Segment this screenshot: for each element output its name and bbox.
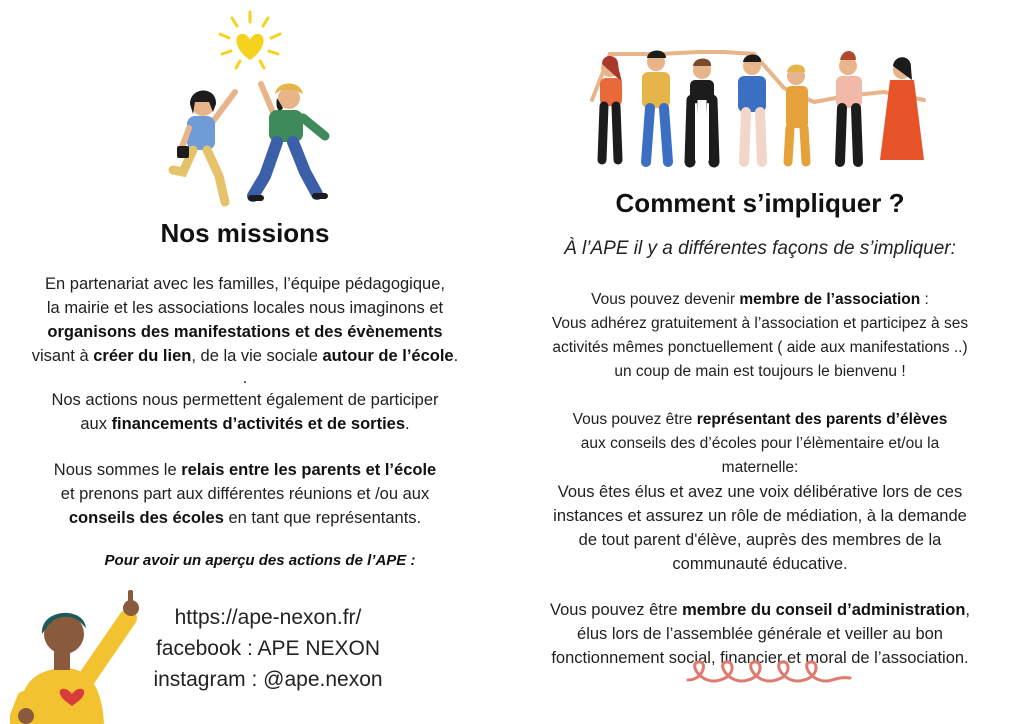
- text-line: Vous adhérez gratuitement à l’association et participez à ses: [551, 315, 969, 332]
- text-line: Nos actions nous permettent également de participer: [51, 391, 439, 409]
- missions-title: Nos missions: [160, 218, 330, 248]
- text-line: en tant que représentants.: [223, 509, 422, 527]
- text-line: .: [453, 347, 459, 365]
- text-line: En partenariat avec les familles, l’équipe pédagogique,: [45, 275, 445, 293]
- squiggle-decoration: [684, 656, 854, 690]
- contact-block: [128, 602, 408, 695]
- instagram-link[interactable]: instagram : @ape.nexon: [153, 668, 383, 691]
- missions-p2: [10, 388, 480, 436]
- missions-dot: .: [242, 369, 248, 387]
- missions-text: [10, 272, 480, 530]
- text-line: aux: [80, 415, 112, 433]
- text-line: visant à: [31, 347, 94, 365]
- text-bold: créer du lien: [93, 347, 192, 365]
- text-line: et prenons part aux différentes réunions et /ou aux: [60, 485, 430, 503]
- text-line: .: [405, 415, 410, 433]
- representative-details: [520, 480, 1000, 576]
- text-line: , de la vie sociale: [191, 347, 323, 365]
- text-line: ,: [965, 601, 970, 619]
- member-block: [520, 288, 1000, 384]
- people-group-illustration: [584, 40, 940, 170]
- text-line: un coup de main est toujours le bienvenu !: [614, 363, 906, 380]
- actions-callout: Pour avoir un aperçu des actions de l’APE :: [104, 552, 416, 569]
- text-bold: membre du conseil d’administration: [682, 601, 966, 619]
- text-line: fonctionnement social, financier et moral de l’association.: [551, 649, 969, 667]
- text-line: Vous pouvez être: [572, 411, 697, 428]
- facebook-link[interactable]: facebook : APE NEXON: [155, 637, 381, 660]
- text-line: Vous pouvez être: [550, 601, 683, 619]
- text-line: de tout parent d'élève, auprès des membres de la: [578, 531, 942, 549]
- text-bold: relais entre les parents et l’école: [181, 461, 437, 479]
- text-line: maternelle:: [721, 459, 799, 476]
- website-link[interactable]: https://ape-nexon.fr/: [174, 606, 362, 629]
- missions-p1: [10, 272, 480, 368]
- involvement-title: Comment s’impliquer ?: [615, 188, 905, 218]
- text-line: :: [920, 291, 929, 308]
- text-line: aux conseils des d’écoles pour l’élèmentaire et/ou la: [580, 435, 940, 452]
- text-bold: financements d’activités et de sorties: [111, 415, 406, 433]
- text-bold: représentant des parents d’élèves: [696, 411, 948, 428]
- involvement-subtitle: À l’APE il y a différentes façons de s’impliquer:: [564, 238, 956, 259]
- text-bold: conseils des écoles: [68, 509, 224, 527]
- text-line: Nous sommes le: [53, 461, 182, 479]
- text-line: communauté éducative.: [672, 555, 848, 573]
- text-bold: organisons des manifestations et des évènements: [47, 323, 443, 341]
- friends-illustration: [165, 72, 335, 207]
- text-line: Vous êtes élus et avez une voix délibérative lors de ces: [557, 483, 963, 501]
- text-line: Vous pouvez devenir: [591, 291, 740, 308]
- text-line: instances et assurez un rôle de médiation, à la demande: [553, 507, 967, 525]
- sun-heart-illustration: [212, 8, 288, 78]
- text-line: élus lors de l’assemblée générale et veiller au bon: [577, 625, 943, 643]
- text-line: activités mêmes ponctuellement ( aide aux manifestations ..): [552, 339, 968, 356]
- text-bold: membre de l’association: [739, 291, 921, 308]
- representative-block: [520, 408, 1000, 480]
- text-line: la mairie et les associations locales nous imaginons et: [46, 299, 444, 317]
- involvement-text: [520, 288, 1000, 670]
- text-bold: autour de l’école: [322, 347, 454, 365]
- missions-p3: [10, 458, 480, 530]
